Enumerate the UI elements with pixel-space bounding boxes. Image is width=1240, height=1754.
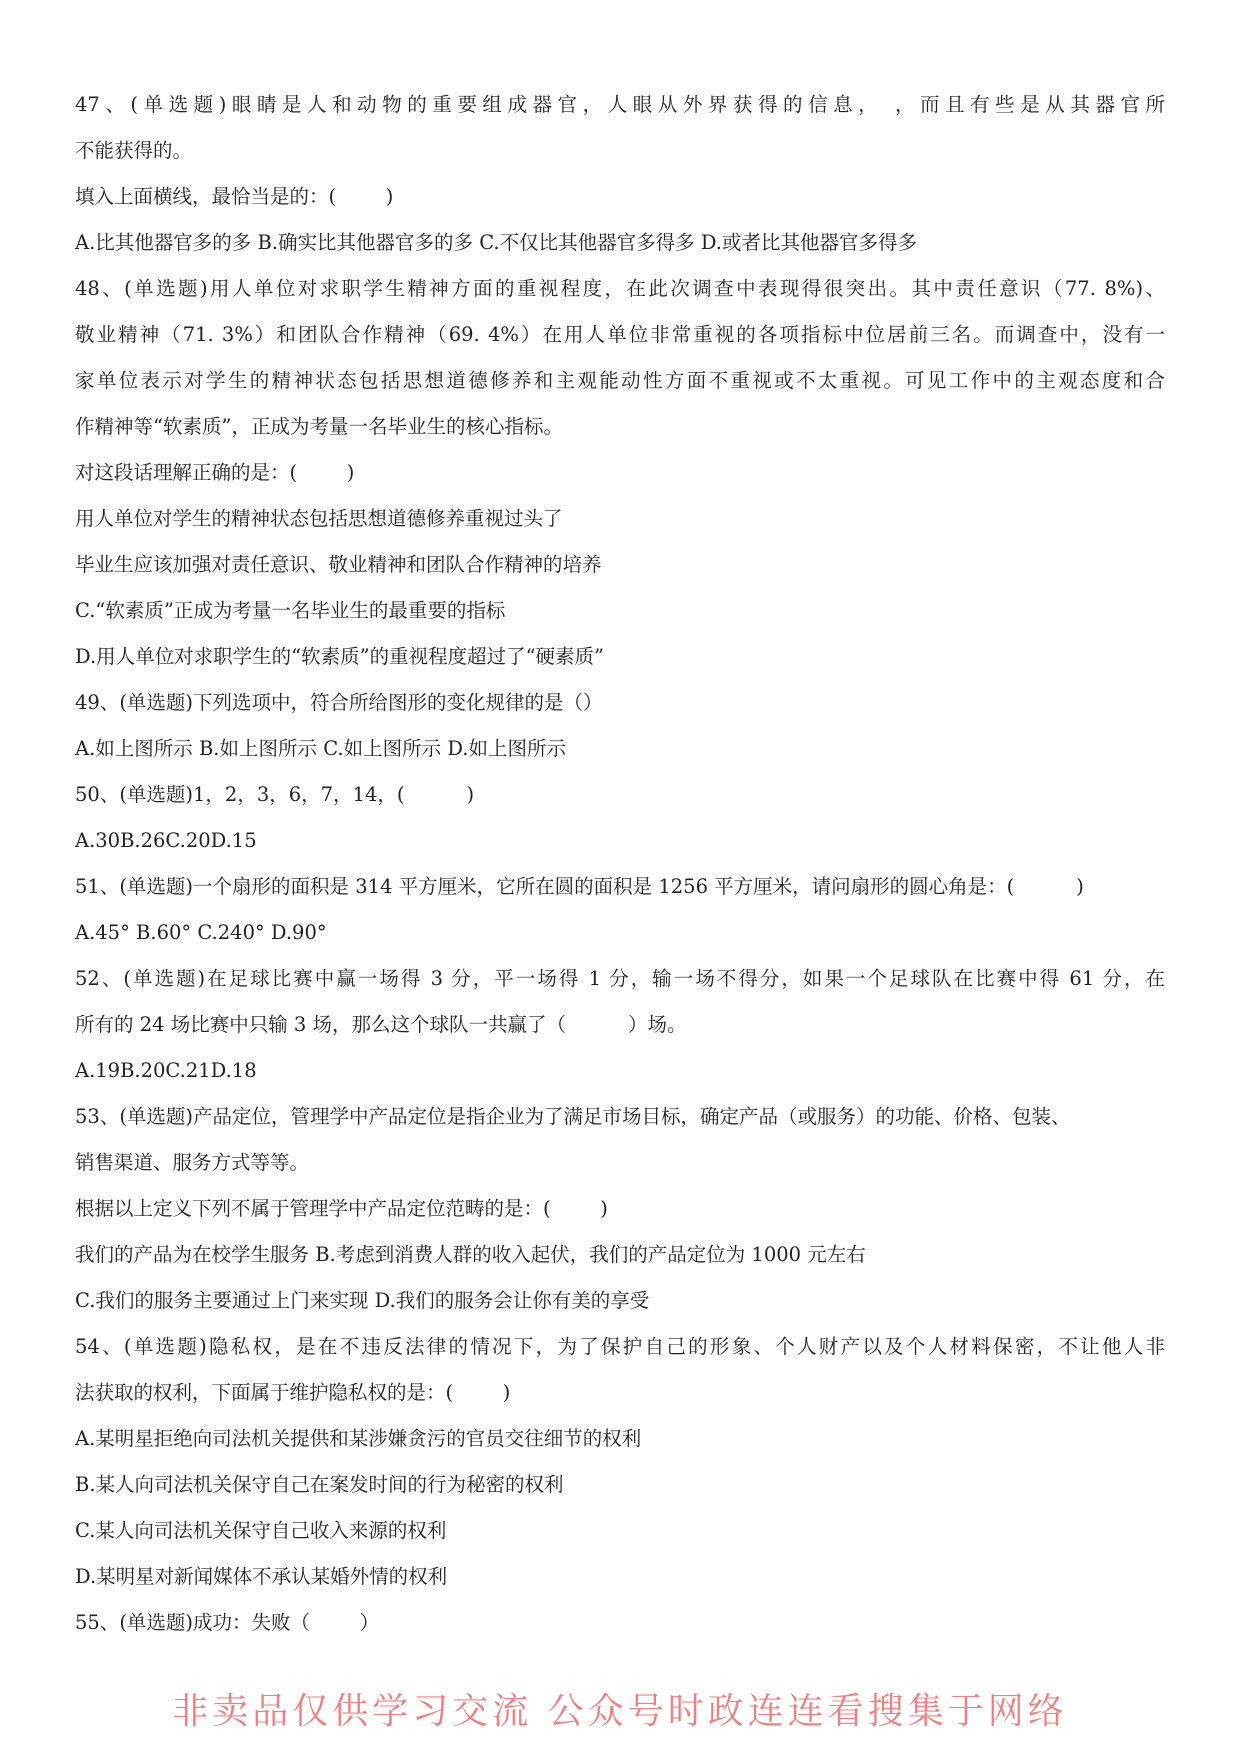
document-page [75,82,1165,1646]
text-line: 不能获得的。 [75,139,193,162]
text-line: 家单位表示对学生的精神状态包括思想道德修养和主观能动性方面不重视或不太重视。可见工作中的主观态度和合 [75,369,1165,392]
text-line: 我们的产品为在校学生服务 B.考虑到消费人群的收入起伏，我们的产品定位为 1000 元左右 [75,1243,866,1266]
text-line: 53、(单选题)产品定位，管理学中产品定位是指企业为了满足市场目标，确定产品（或服务）的功能、价格、包装、 [75,1105,1071,1128]
text-line: D.某明星对新闻媒体不承认某婚外情的权利 [75,1565,448,1588]
text-line: 毕业生应该加强对责任意识、敬业精神和团队合作精神的培养 [75,553,602,576]
text-line: 48、(单选题)用人单位对求职学生精神方面的重视程度，在此次调查中表现得很突出。其中责任意识（77. 8%)、 [75,277,1165,300]
text-line: D.用人单位对求职学生的“软素质”的重视程度超过了“硬素质” [75,645,605,668]
text-line: C.我们的服务主要通过上门来实现 D.我们的服务会让你有美的享受 [75,1289,650,1312]
text-line: A.30B.26C.20D.15 [75,829,257,852]
text-line: C.“软素质”正成为考量一名毕业生的最重要的指标 [75,599,506,622]
text-line: 54、(单选题)隐私权，是在不违反法律的情况下，为了保护自己的形象、个人财产以及个人材料保密，不让他人非 [75,1335,1165,1358]
text-line: 根据以上定义下列不属于管理学中产品定位范畴的是：( ) [75,1197,608,1220]
text-line: A.19B.20C.21D.18 [75,1059,257,1082]
text-line: 所有的 24 场比赛中只输 3 场，那么这个球队一共赢了（ ）场。 [75,1013,687,1036]
watermark: 非卖品仅供学习交流 公众号时政连连看搜集于网络 [172,1691,1068,1732]
text-line: 52、(单选题)在足球比赛中赢一场得 3 分，平一场得 1 分，输一场不得分，如果一个足球队在比赛中得 61 分，在 [75,967,1165,990]
text-line: A.45° B.60° C.240° D.90° [75,921,327,944]
text-line: A.某明星拒绝向司法机关提供和某涉嫌贪污的官员交往细节的权利 [75,1427,642,1450]
text-line: 用人单位对学生的精神状态包括思想道德修养重视过头了 [75,507,563,530]
text-line: A.比其他器官多的多 B.确实比其他器官多的多 C.不仅比其他器官多得多 D.或者比其他器官多得多 [75,231,917,254]
text-line: 对这段话理解正确的是：( ) [75,461,355,484]
text-line: 55、(单选题)成功：失败（ ） [75,1611,380,1634]
text-line: B.某人向司法机关保守自己在案发时间的行为秘密的权利 [75,1473,564,1496]
text-line: 填入上面横线，最恰当是的：( ) [75,185,394,208]
text-line: 49、(单选题)下列选项中，符合所给图形的变化规律的是（） [75,691,603,714]
text-line: 销售渠道、服务方式等等。 [75,1151,310,1174]
text-line: C.某人向司法机关保守自己收入来源的权利 [75,1519,447,1542]
text-line: 47、(单选题)眼睛是人和动物的重要组成器官，人眼从外界获得的信息， ，而且有些是从其器官所 [75,93,1165,116]
text-line: 51、(单选题)一个扇形的面积是 314 平方厘米，它所在圆的面积是 1256 平方厘米，请问扇形的圆心角是：( ) [75,875,1084,898]
text-line: 法获取的权利，下面属于维护隐私权的是：( ) [75,1381,511,1404]
text-line: 敬业精神（71. 3%）和团队合作精神（69. 4%）在用人单位非常重视的各项指标中位居前三名。而调查中，没有一 [75,323,1165,346]
text-line: 50、(单选题)1，2，3，6，7，14，( ) [75,783,475,806]
text-line: A.如上图所示 B.如上图所示 C.如上图所示 D.如上图所示 [75,737,566,760]
text-line: 作精神等“软素质”，正成为考量一名毕业生的核心指标。 [75,415,563,438]
